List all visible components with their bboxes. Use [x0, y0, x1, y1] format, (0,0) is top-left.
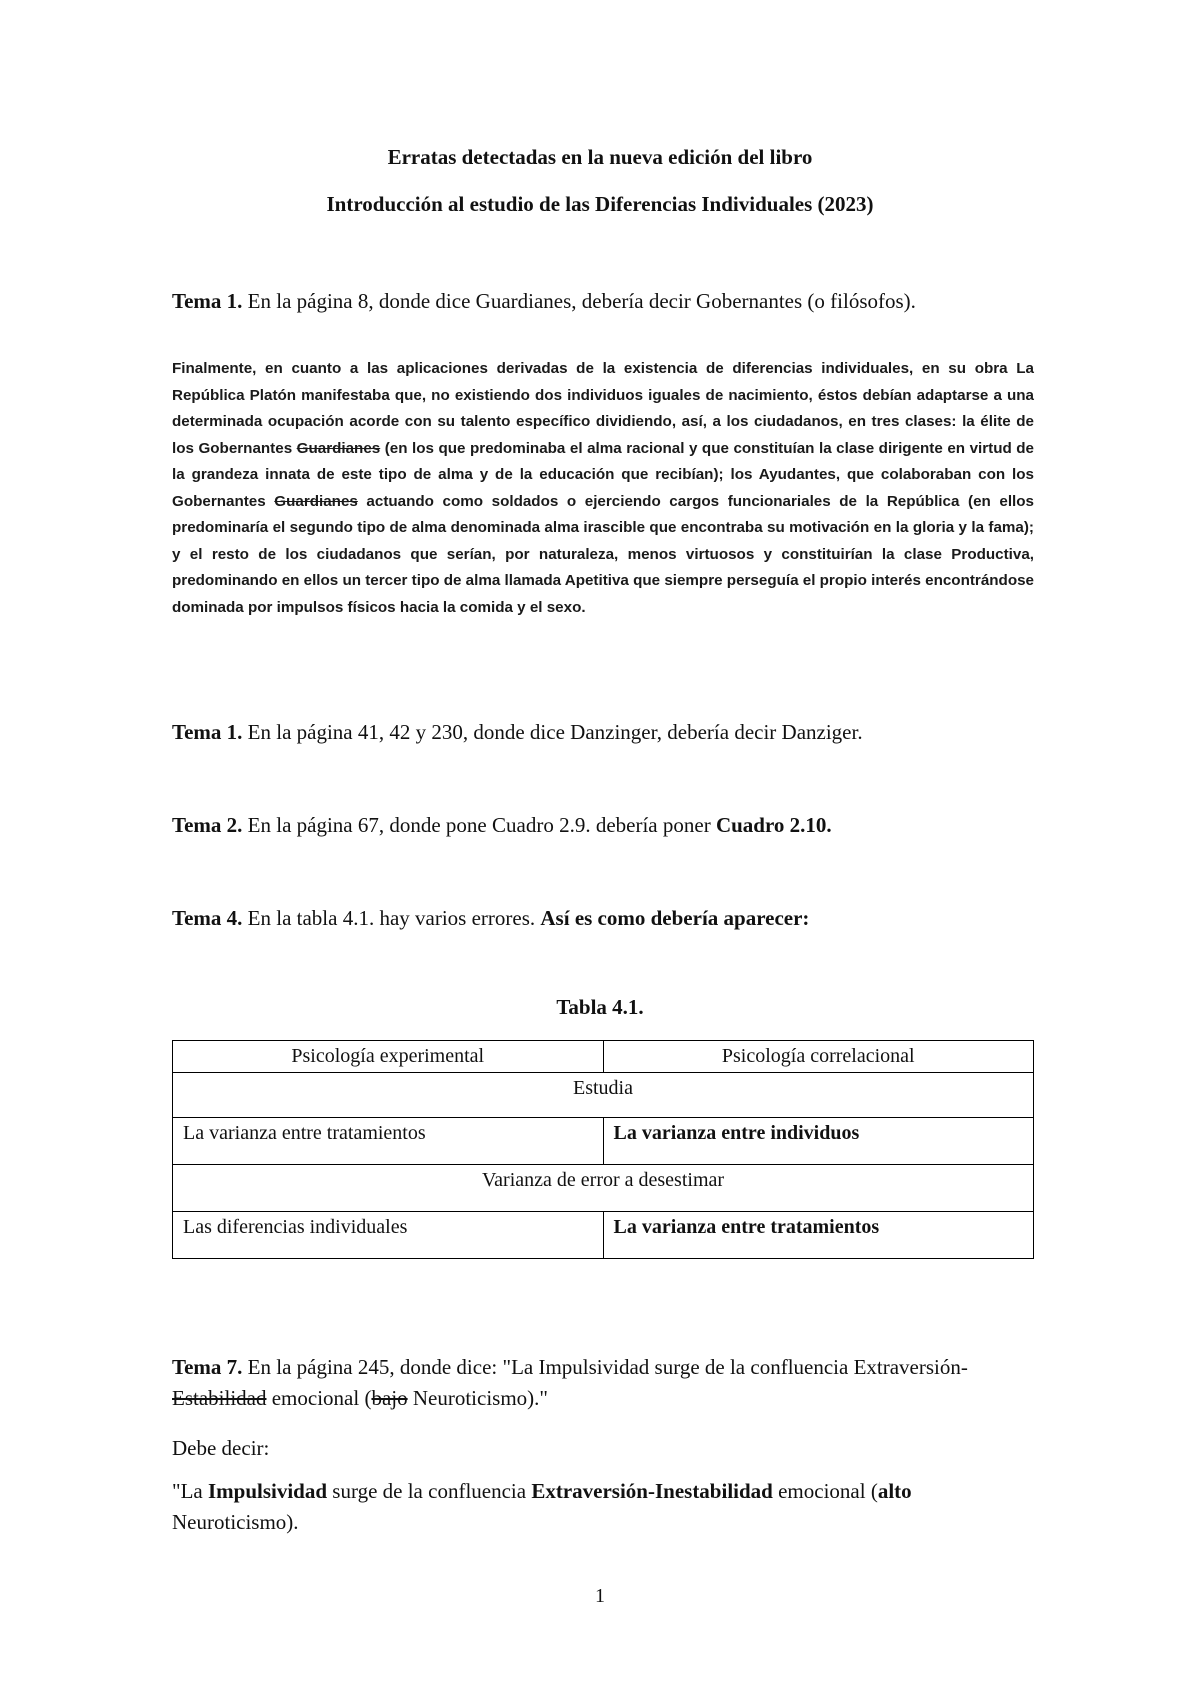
corrected-quote — [172, 1476, 1034, 1538]
page-number: 1 — [595, 1585, 605, 1607]
excerpt-part3: actuando como soldados o ejerciendo cargos funcionariales de la República (en ellos predominaría el segundo tipo de alma denominada alma irascible que encontraba su motivación en la gloria y la fama); y el resto de los ciudadanos que serían, por naturaleza, menos virtuosos y constituirían la clase Productiva, predominando en ellos un tercer tipo de alma llamada Apetitiva que siempre perseguía el propio interés encontrándose dominada por impulsos físicos hacia la comida y el sexo. — [172, 492, 1034, 616]
errata-text: En la página 245, donde dice: "La Impulsividad surge de la confluencia Extraversión- — [242, 1355, 968, 1379]
table-cell: Varianza de error a desestimar — [173, 1165, 1034, 1212]
errata-label: Tema 2. — [172, 813, 243, 837]
errata-label: Tema 4. — [172, 906, 243, 930]
errata-tema2-cuadro — [172, 810, 1034, 841]
errata-tema1-danzinger — [172, 717, 1034, 748]
excerpt-part2: (en los que predominaba el alma racional y que constituían la clase dirigente en virtud de la grandeza innata de este tipo de alma y de la educación que recibían); los Ayudantes, que colaboraban con los Gobernantes — [172, 439, 1034, 510]
table-row-section — [173, 1165, 1034, 1212]
corrected-excerpt — [172, 356, 1034, 621]
should-say-label: Debe decir: — [172, 1436, 270, 1460]
struck-word-guardianes-2: Guardianes — [274, 492, 358, 510]
quote-bold: Impulsividad — [207, 1479, 328, 1503]
table-cell: La varianza entre tratamientos — [603, 1212, 1034, 1259]
struck-word-guardianes-1: Guardianes — [296, 439, 381, 457]
quote-text: "La — [172, 1479, 208, 1503]
document-title: Erratas detectadas en la nueva edición del libro — [387, 145, 813, 169]
quote-bold: alto — [877, 1479, 912, 1503]
quote-text: emocional ( — [772, 1479, 878, 1503]
table-cell: Estudia — [173, 1073, 1034, 1118]
table-cell: La varianza entre individuos — [603, 1118, 1034, 1165]
table-caption: Tabla 4.1. — [556, 995, 644, 1019]
errata-label: Tema 1. — [172, 289, 243, 313]
table-cell: La varianza entre tratamientos — [173, 1118, 604, 1165]
errata-label: Tema 7. — [172, 1355, 243, 1379]
table-cell: Psicología experimental — [173, 1041, 604, 1073]
errata-text: En la página 67, donde pone Cuadro 2.9. debería poner — [242, 813, 716, 837]
table-row-section — [173, 1073, 1034, 1118]
errata-text: En la página 41, 42 y 230, donde dice Danzinger, debería decir Danziger. — [242, 720, 863, 744]
table-row — [173, 1118, 1034, 1165]
errata-text: Neuroticismo)." — [407, 1386, 548, 1410]
quote-text: Neuroticismo). — [172, 1510, 299, 1534]
table-row-header — [173, 1041, 1034, 1073]
quote-text: surge de la confluencia — [327, 1479, 532, 1503]
excerpt-part1: Finalmente, en cuanto a las aplicaciones derivadas de la existencia de diferencias individuales, en su obra La República Platón manifestaba que, no existiendo dos individuos iguales de nacimiento, éstos debían adaptarse a una determinada ocupación acorde con su talento específico dividiendo, así, a los ciudadanos, en tres clases: la élite de los Gobernantes — [172, 360, 1034, 457]
table-cell: Psicología correlacional — [603, 1041, 1034, 1073]
errata-label: Tema 1. — [172, 720, 243, 744]
errata-text: emocional ( — [266, 1386, 372, 1410]
errata-correction: Cuadro 2.10. — [715, 813, 832, 837]
table-4-1 — [172, 1040, 1034, 1259]
table-row — [173, 1212, 1034, 1259]
errata-correction: Así es como debería aparecer: — [540, 906, 810, 930]
struck-word-estabilidad: Estabilidad — [172, 1386, 267, 1410]
table-cell: Las diferencias individuales — [173, 1212, 604, 1259]
errata-text: En la página 8, donde dice Guardianes, debería decir Gobernantes (o filósofos). — [242, 289, 916, 313]
document-subtitle: Introducción al estudio de las Diferencias Individuales (2023) — [326, 192, 874, 216]
errata-tema1-pagina8 — [172, 286, 1034, 317]
quote-bold: Extraversión-Inestabilidad — [531, 1479, 773, 1503]
errata-tema7-impulsividad — [172, 1352, 1034, 1414]
errata-tema4-tabla — [172, 903, 1034, 934]
struck-word-bajo: bajo — [371, 1386, 408, 1410]
errata-text: En la tabla 4.1. hay varios errores. — [242, 906, 541, 930]
